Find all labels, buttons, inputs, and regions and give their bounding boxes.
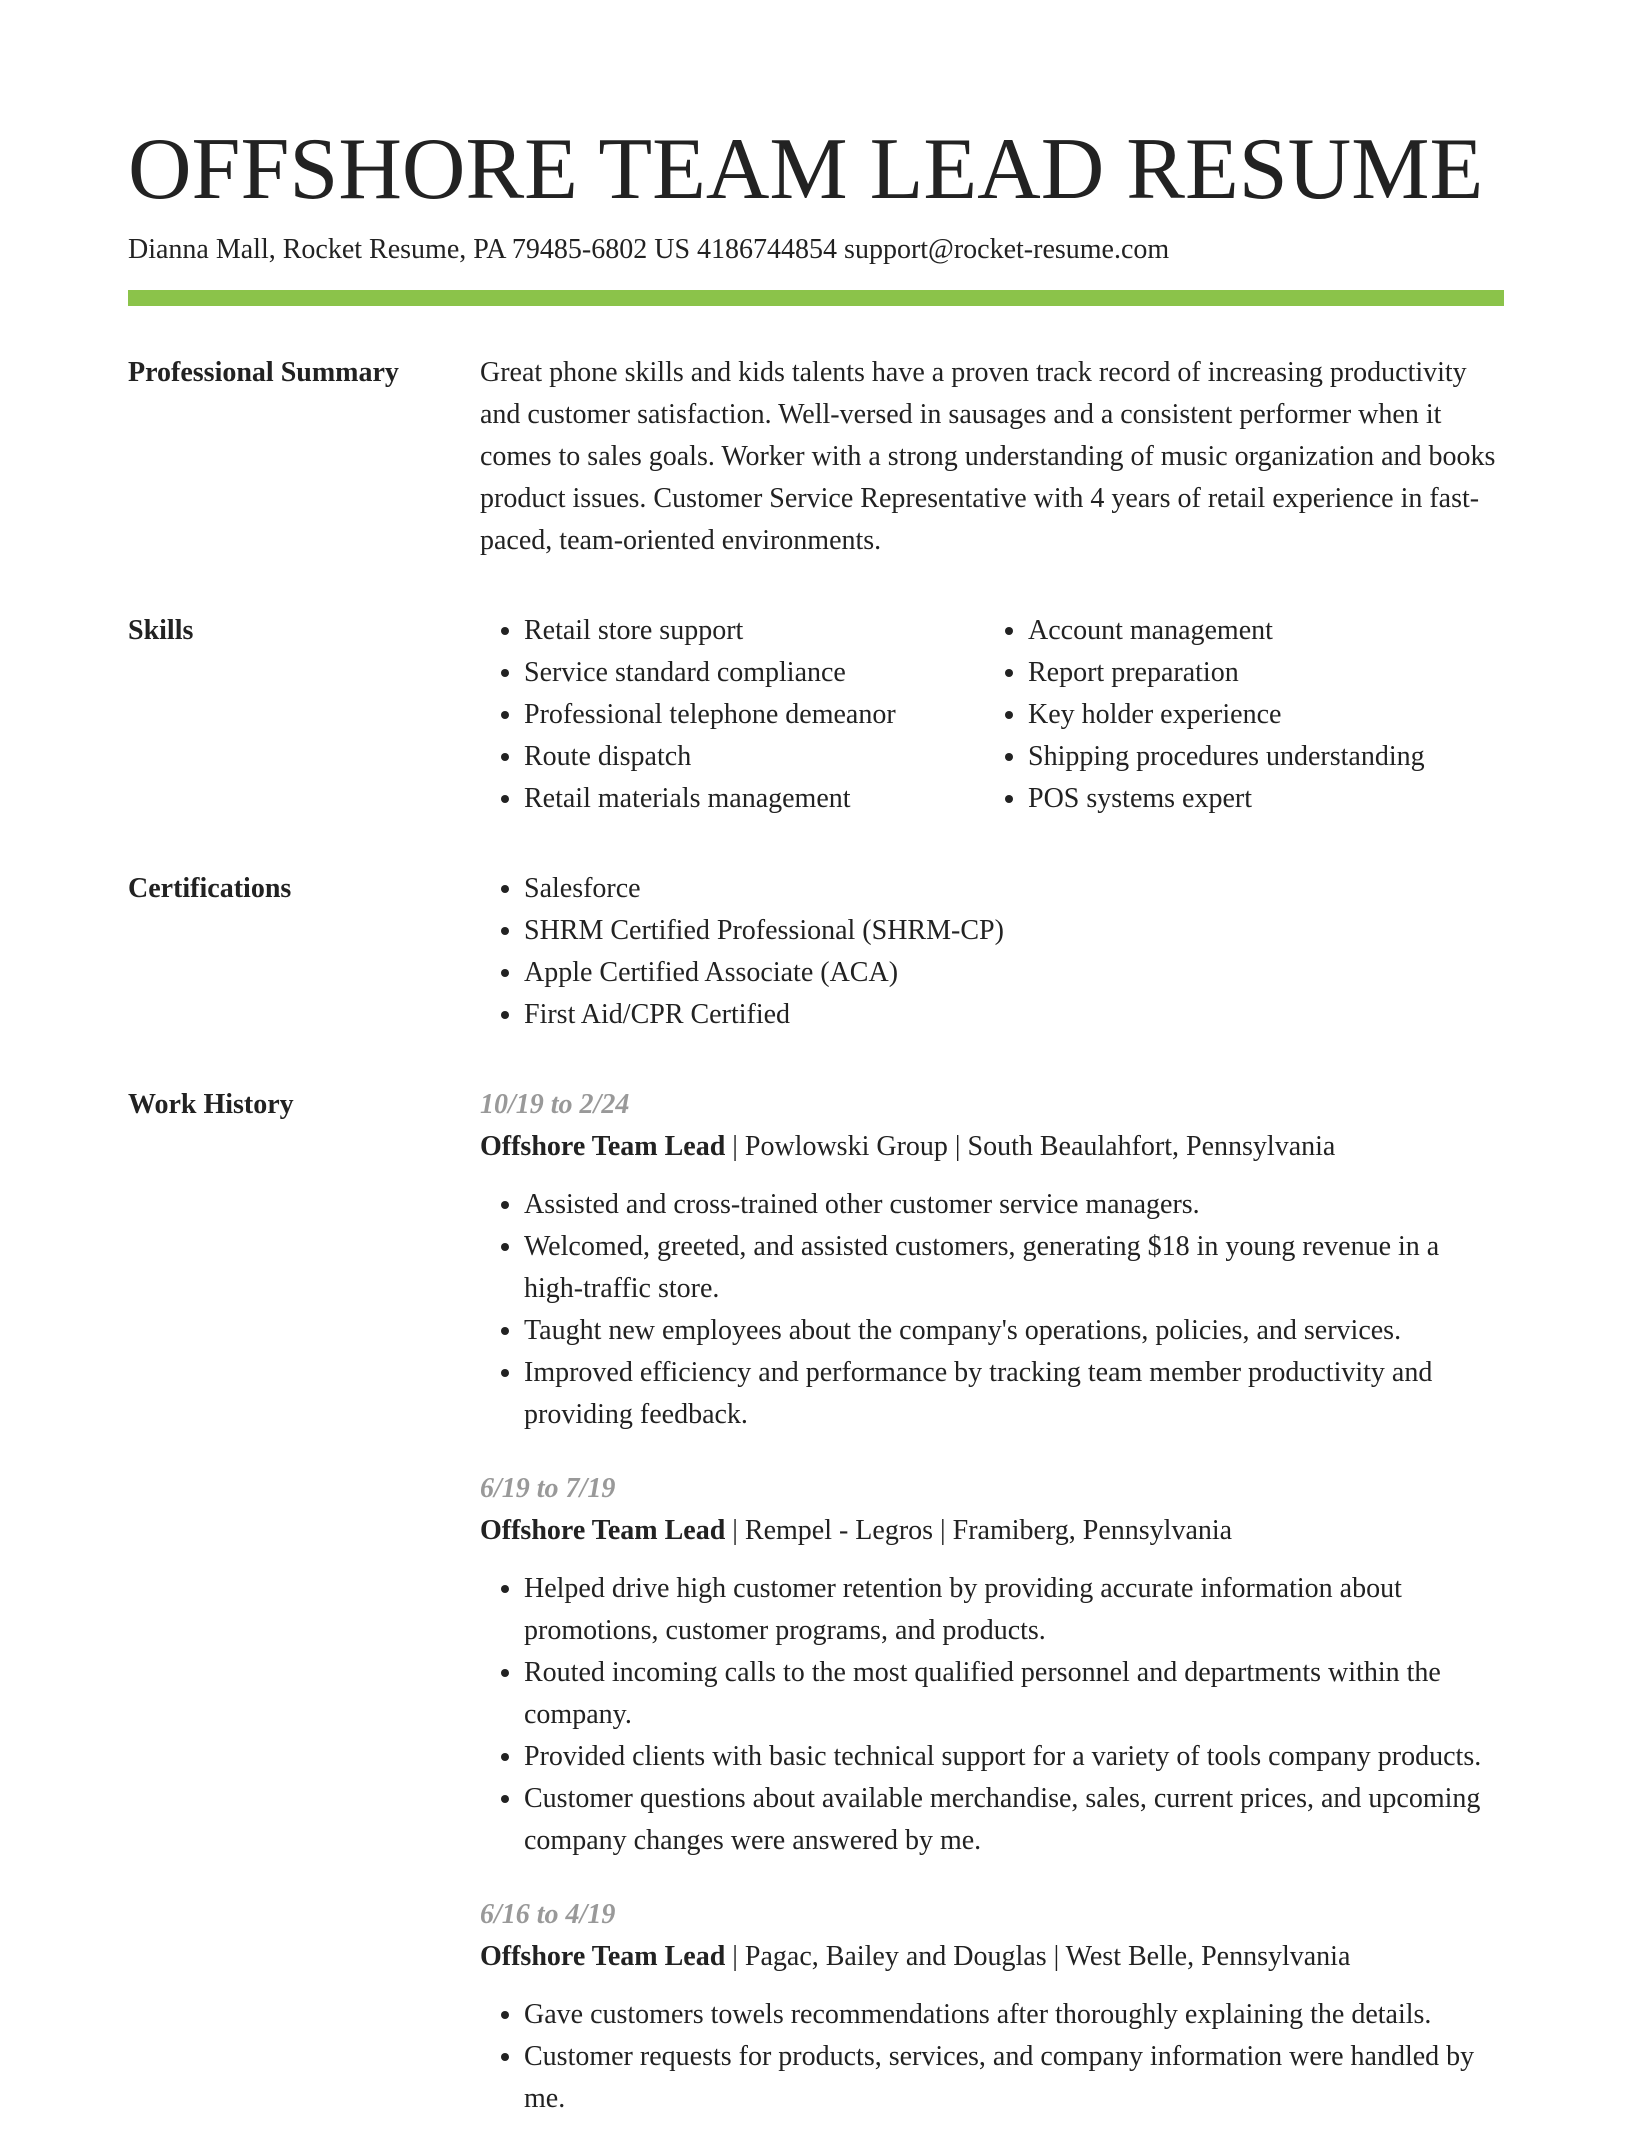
- certification-item: • Apple Certified Associate (ACA): [524, 952, 1504, 994]
- certification-item: • Salesforce: [524, 868, 1504, 910]
- skill-item: • Service standard compliance: [524, 652, 984, 694]
- section-label-summary: Professional Summary: [128, 357, 399, 388]
- skill-item: • Report preparation: [1028, 652, 1488, 694]
- job-details: | Pagac, Bailey and Douglas | West Belle, Pennsylvania: [725, 1941, 1351, 1972]
- resume-page: [128, 118, 1504, 2152]
- skills-list-left: [480, 610, 984, 820]
- skill-item: • Retail materials management: [524, 778, 984, 820]
- job-entry: [480, 1894, 1504, 2120]
- section-certifications: [128, 868, 1504, 1036]
- summary-text: Great phone skills and kids talents have a proven track record of increasing productivity and customer satisfaction. Well-versed in sausages and a consistent performer when it comes to sales goals. Worker with a strong understanding of music organization and books product issues. Customer Service Representative with 4 years of retail experience in fast-paced, team-oriented environments.: [480, 357, 1496, 556]
- job-bullet: • Taught new employees about the company's operations, policies, and services.: [524, 1310, 1504, 1352]
- section-skills: [128, 610, 1504, 820]
- job-bullet: • Welcomed, greeted, and assisted customers, generating $18 in young revenue in a high-traffic store.: [524, 1226, 1504, 1310]
- job-title-line: [480, 1126, 1504, 1168]
- job-bullets: [480, 1184, 1504, 1436]
- job-bullets: [480, 1568, 1504, 1862]
- job-bullets: [480, 1994, 1504, 2120]
- job-title: Offshore Team Lead: [480, 1941, 726, 1972]
- job-bullet: • Helped drive high customer retention by providing accurate information about promotions, customer programs, and products.: [524, 1568, 1504, 1652]
- skill-item: • Professional telephone demeanor: [524, 694, 984, 736]
- job-title: Offshore Team Lead: [480, 1515, 726, 1546]
- summary-body: [480, 352, 1504, 562]
- skill-item: • Key holder experience: [1028, 694, 1488, 736]
- job-dates: 6/19 to 7/19: [480, 1473, 616, 1504]
- section-work-history: [128, 1084, 1504, 2152]
- skills-grid: [480, 610, 1504, 820]
- job-bullet: • Routed incoming calls to the most qualified personnel and departments within the company.: [524, 1652, 1504, 1736]
- job-bullet: • Assisted and cross-trained other customer service managers.: [524, 1184, 1504, 1226]
- job-bullet: • Provided clients with basic technical support for a variety of tools company products.: [524, 1736, 1504, 1778]
- certification-item: • First Aid/CPR Certified: [524, 994, 1504, 1036]
- section-label-skills: Skills: [128, 615, 194, 646]
- skill-item: • Account management: [1028, 610, 1488, 652]
- certifications-list: [480, 868, 1504, 1036]
- job-entry: [480, 1084, 1504, 1436]
- job-title-line: [480, 1510, 1504, 1552]
- contact-line: Dianna Mall, Rocket Resume, PA 79485-6802 US 4186744854 support@rocket-resume.com: [128, 234, 1170, 265]
- skill-item: • Route dispatch: [524, 736, 984, 778]
- skill-item: • POS systems expert: [1028, 778, 1488, 820]
- job-title: Offshore Team Lead: [480, 1131, 726, 1162]
- job-bullet: • Improved efficiency and performance by tracking team member productivity and providing feedback.: [524, 1352, 1504, 1436]
- job-bullet: • Customer questions about available merchandise, sales, current prices, and upcoming company changes were answered by me.: [524, 1778, 1504, 1862]
- section-label-certifications: Certifications: [128, 873, 292, 904]
- job-title-line: [480, 1936, 1504, 1978]
- skills-list-right: [984, 610, 1488, 820]
- job-bullet: • Customer requests for products, services, and company information were handled by me.: [524, 2036, 1504, 2120]
- job-entry: [480, 1468, 1504, 1862]
- resume-title: OFFSHORE TEAM LEAD RESUME: [128, 121, 1484, 218]
- job-dates: 10/19 to 2/24: [480, 1089, 630, 1120]
- skills-column-right: [984, 610, 1488, 820]
- section-professional-summary: [128, 352, 1504, 562]
- work-history-body: [480, 1084, 1504, 2152]
- skill-item: • Shipping procedures understanding: [1028, 736, 1488, 778]
- section-label-work-history: Work History: [128, 1089, 294, 1120]
- accent-divider: [128, 290, 1504, 306]
- job-details: | Rempel - Legros | Framiberg, Pennsylvania: [725, 1515, 1233, 1546]
- certifications-body: [480, 868, 1504, 1036]
- job-details: | Powlowski Group | South Beaulahfort, Pennsylvania: [725, 1131, 1336, 1162]
- certification-item: • SHRM Certified Professional (SHRM-CP): [524, 910, 1504, 952]
- job-bullet: • Gave customers towels recommendations after thoroughly explaining the details.: [524, 1994, 1504, 2036]
- skill-item: • Retail store support: [524, 610, 984, 652]
- skills-column-left: [480, 610, 984, 820]
- job-dates: 6/16 to 4/19: [480, 1899, 616, 1930]
